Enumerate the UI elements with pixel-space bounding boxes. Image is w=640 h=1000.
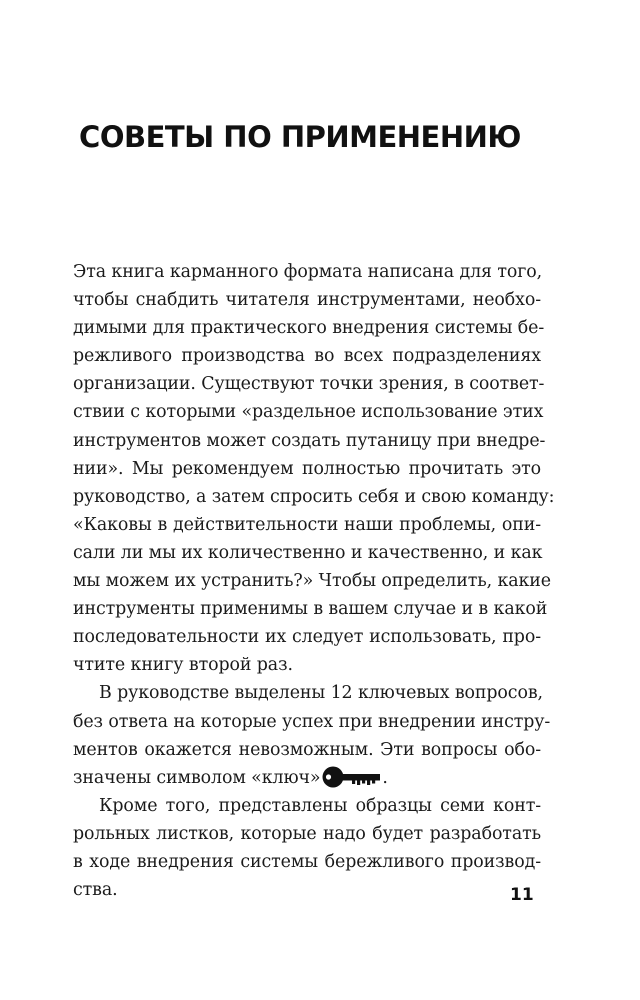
text-line: ствии с которыми «раздельное использование этих [73, 402, 544, 423]
text-fragment: значены символом «ключ» [73, 767, 321, 788]
text-line: сали ли мы их количественно и качественно, и как [73, 542, 543, 563]
text-line: инструментов может создать путаницу при внедре- [73, 430, 546, 451]
text-line: последовательности их следует использовать, про- [73, 627, 541, 648]
text-fragment: . [382, 767, 388, 788]
text-line: инструменты применимы в вашем случае и в какой [73, 599, 548, 620]
text-line: руководство, а затем спросить себя и свою команду: [73, 486, 555, 507]
text-line: нии». Мы рекомендуем полностью прочитать это [73, 458, 541, 479]
key-icon [322, 765, 382, 789]
text-line: димыми для практического внедрения системы бе- [73, 318, 545, 339]
text-line: чтобы снабдить читателя инструментами, необхо- [73, 290, 541, 311]
text-line: ства. [73, 880, 118, 901]
text-line: режливого производства во всех подразделениях [73, 346, 541, 367]
text-line-with-key [73, 764, 541, 792]
text-line: «Каковы в действительности наши проблемы, опи- [73, 514, 541, 535]
text-line: организации. Существуют точки зрения, в соответ- [73, 374, 545, 395]
text-line: в ходе внедрения системы бережливого производ- [73, 851, 541, 872]
page-title: СОВЕТЫ ПО ПРИМЕНЕНИЮ [79, 120, 521, 154]
text-line: рольных листков, которые надо будет разработать [73, 823, 541, 844]
page-number: 11 [510, 885, 534, 905]
text-line: Кроме того, представлены образцы семи конт- [99, 795, 541, 816]
text-line: В руководстве выделены 12 ключевых вопросов, [99, 683, 543, 704]
text-line: без ответа на которые успех при внедрении инстру- [73, 711, 551, 732]
text-line: мы можем их устранить?» Чтобы определить, какие [73, 571, 551, 592]
text-line: Эта книга карманного формата написана для того, [73, 262, 543, 282]
body-text [73, 258, 555, 904]
text-line: ментов окажется невозможным. Эти вопросы обо- [73, 739, 541, 760]
text-line: чтите книгу второй раз. [73, 655, 293, 676]
